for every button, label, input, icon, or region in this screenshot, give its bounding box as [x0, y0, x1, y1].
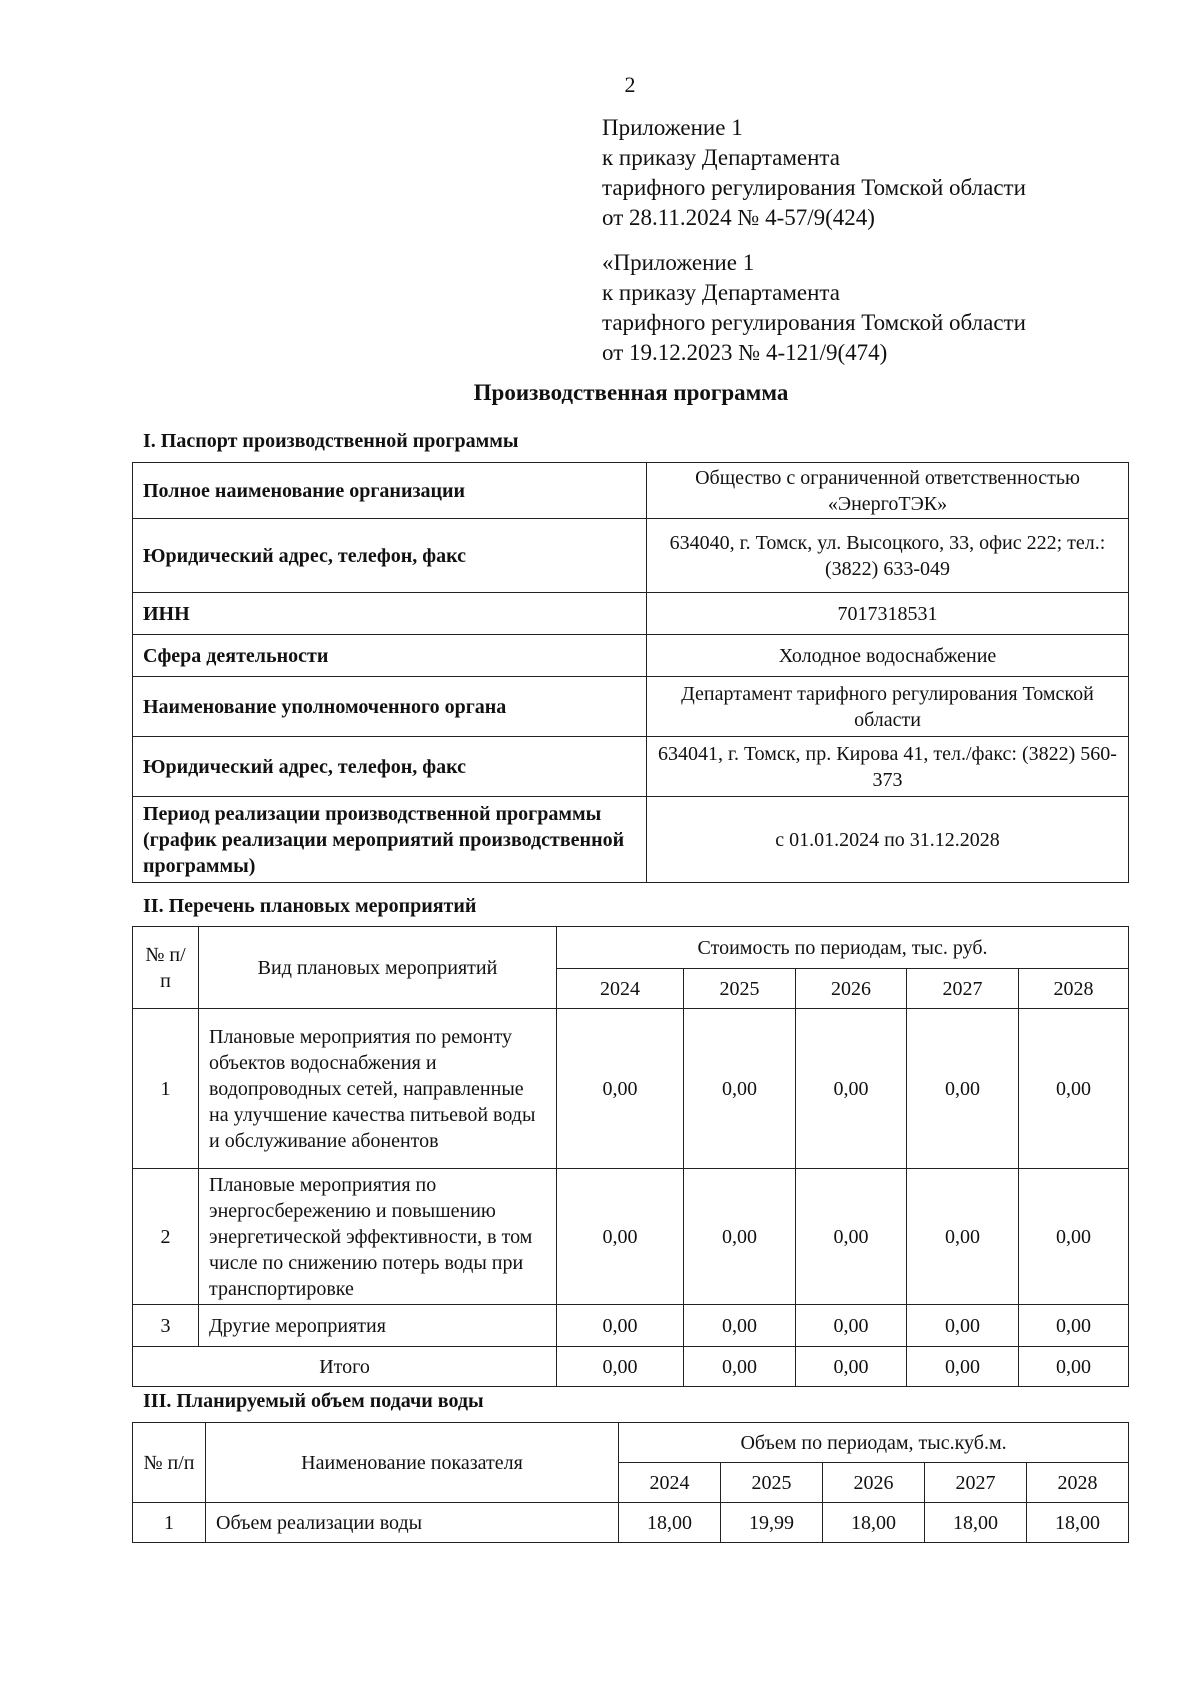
- annex-line: к приказу Департамента: [602, 280, 840, 305]
- cost-value: 0,00: [684, 1169, 796, 1305]
- volume-value: 19,99: [721, 1503, 823, 1543]
- row-number: 1: [133, 1503, 206, 1543]
- column-header-number: № п/п: [133, 1423, 206, 1503]
- annex-current-order: [602, 113, 1026, 233]
- total-value: 0,00: [1019, 1347, 1129, 1387]
- measure-name: Плановые мероприятия по энергосбережению и повышению энергетической эффективности, в том числе по снижению потерь воды при транспортировке: [199, 1169, 557, 1305]
- passport-value: Департамент тарифного регулирования Томской области: [647, 677, 1129, 737]
- year-header: 2027: [907, 969, 1019, 1009]
- column-header-cost: Стоимость по периодам, тыс. руб.: [557, 927, 1129, 969]
- annex-line: «Приложение 1: [602, 250, 755, 275]
- annex-line: тарифного регулирования Томской области: [602, 310, 1026, 335]
- total-value: 0,00: [796, 1347, 907, 1387]
- page-number: 2: [624, 72, 636, 97]
- cost-value: 0,00: [1019, 1169, 1129, 1305]
- indicator-name: Объем реализации воды: [206, 1503, 619, 1543]
- cost-value: 0,00: [684, 1009, 796, 1169]
- measure-name: Плановые мероприятия по ремонту объектов водоснабжения и водопроводных сетей, направленные на улучшение качества питьевой воды и обслуживание абонентов: [199, 1009, 557, 1169]
- annex-original-order: [602, 248, 1026, 368]
- passport-label: Полное наименование организации: [133, 463, 647, 519]
- table-row: [133, 635, 1129, 677]
- passport-value: с 01.01.2024 по 31.12.2028: [647, 797, 1129, 883]
- passport-label: Период реализации производственной программы (график реализации мероприятий производственной программы): [133, 797, 647, 883]
- year-header: 2028: [1027, 1463, 1129, 1503]
- table-row: [133, 1009, 1129, 1169]
- year-header: 2025: [684, 969, 796, 1009]
- total-label: Итого: [133, 1347, 557, 1387]
- table-row: [133, 463, 1129, 519]
- year-header: 2026: [823, 1463, 925, 1503]
- row-number: 1: [133, 1009, 199, 1169]
- table-header-row: [133, 1423, 1129, 1463]
- passport-label: Юридический адрес, телефон, факс: [133, 519, 647, 593]
- annex-line: от 19.12.2023 № 4-121/9(474): [602, 340, 888, 365]
- annex-line: к приказу Департамента: [602, 145, 840, 170]
- annex-line: Приложение 1: [602, 115, 743, 140]
- cost-value: 0,00: [907, 1305, 1019, 1347]
- table-row: [133, 593, 1129, 635]
- cost-value: 0,00: [684, 1305, 796, 1347]
- cost-value: 0,00: [796, 1305, 907, 1347]
- passport-value: 634040, г. Томск, ул. Высоцкого, 33, офис 222; тел.: (3822) 633-049: [647, 519, 1129, 593]
- year-header: 2024: [557, 969, 684, 1009]
- year-header: 2028: [1019, 969, 1129, 1009]
- cost-value: 0,00: [907, 1169, 1019, 1305]
- table-row: [133, 737, 1129, 797]
- row-number: 3: [133, 1305, 199, 1347]
- total-value: 0,00: [684, 1347, 796, 1387]
- passport-value: Общество с ограниченной ответственностью «ЭнергоТЭК»: [647, 463, 1129, 519]
- table-row: [133, 1503, 1129, 1543]
- passport-value: Холодное водоснабжение: [647, 635, 1129, 677]
- total-row: [133, 1347, 1129, 1387]
- passport-label: ИНН: [133, 593, 647, 635]
- row-number: 2: [133, 1169, 199, 1305]
- measure-name: Другие мероприятия: [199, 1305, 557, 1347]
- passport-label: Юридический адрес, телефон, факс: [133, 737, 647, 797]
- cost-value: 0,00: [796, 1169, 907, 1305]
- section-3-heading: III. Планируемый объем подачи воды: [143, 1390, 484, 1412]
- column-header-name: Наименование показателя: [206, 1423, 619, 1503]
- total-value: 0,00: [557, 1347, 684, 1387]
- table-header-row: [133, 927, 1129, 969]
- cost-value: 0,00: [1019, 1009, 1129, 1169]
- cost-value: 0,00: [907, 1009, 1019, 1169]
- year-header: 2024: [619, 1463, 721, 1503]
- cost-value: 0,00: [557, 1305, 684, 1347]
- year-header: 2027: [925, 1463, 1027, 1503]
- section-1-heading: I. Паспорт производственной программы: [143, 430, 519, 452]
- table-row: [133, 1169, 1129, 1305]
- passport-value: 7017318531: [647, 593, 1129, 635]
- table-row: [133, 677, 1129, 737]
- table-row: [133, 1305, 1129, 1347]
- volume-value: 18,00: [925, 1503, 1027, 1543]
- passport-label: Наименование уполномоченного органа: [133, 677, 647, 737]
- annex-line: от 28.11.2024 № 4-57/9(424): [602, 205, 875, 230]
- cost-value: 0,00: [557, 1169, 684, 1305]
- document-title: Производственная программа: [473, 380, 789, 405]
- passport-table: [132, 462, 1129, 883]
- cost-value: 0,00: [796, 1009, 907, 1169]
- year-header: 2026: [796, 969, 907, 1009]
- annex-line: тарифного регулирования Томской области: [602, 175, 1026, 200]
- year-header: 2025: [721, 1463, 823, 1503]
- volume-value: 18,00: [619, 1503, 721, 1543]
- passport-value: 634041, г. Томск, пр. Кирова 41, тел./факс: (3822) 560-373: [647, 737, 1129, 797]
- cost-value: 0,00: [1019, 1305, 1129, 1347]
- passport-label: Сфера деятельности: [133, 635, 647, 677]
- volume-value: 18,00: [823, 1503, 925, 1543]
- water-volume-table: [132, 1422, 1129, 1543]
- table-row: [133, 519, 1129, 593]
- volume-value: 18,00: [1027, 1503, 1129, 1543]
- cost-value: 0,00: [557, 1009, 684, 1169]
- column-header-number: № п/п: [133, 927, 199, 1009]
- table-row: [133, 797, 1129, 883]
- section-2-heading: II. Перечень плановых мероприятий: [143, 895, 477, 917]
- total-value: 0,00: [907, 1347, 1019, 1387]
- measures-table: [132, 926, 1129, 1387]
- column-header-name: Вид плановых мероприятий: [199, 927, 557, 1009]
- column-header-volume: Объем по периодам, тыс.куб.м.: [619, 1423, 1129, 1463]
